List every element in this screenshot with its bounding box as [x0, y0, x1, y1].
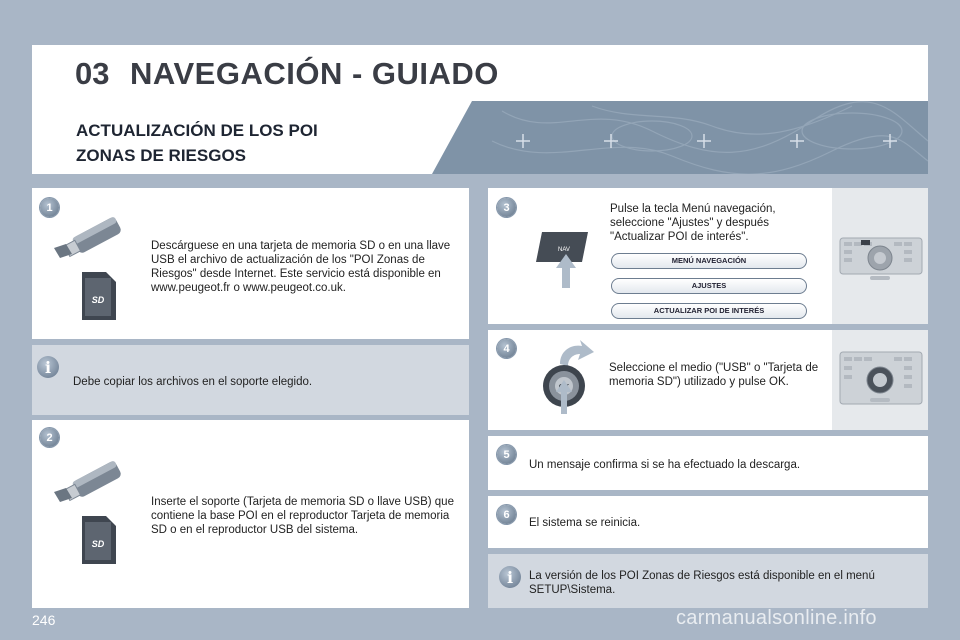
step-badge: 5	[497, 445, 516, 464]
info-icon: i	[37, 356, 59, 378]
chapter-number: 03	[75, 56, 110, 91]
nav-key-icon	[534, 224, 596, 290]
step6-text: El sistema se reinicia.	[529, 517, 641, 529]
info-icon: i	[499, 566, 521, 588]
sd-card-icon	[80, 514, 118, 566]
step-badge: 2	[40, 428, 59, 447]
page-number: 246	[32, 612, 56, 628]
step1-text: Descárguese en una tarjeta de memoria SD o en una llave USB el archivo de actualización de los "POI Zonas de Riesgos" desde Internet. Este servicio está disponible en www.peugeot.fr o www.peugeot.co.uk.	[151, 240, 451, 294]
step4-text: Seleccione el medio ("USB" o "Tarjeta de memoria SD") utilizado y pulse OK.	[609, 362, 819, 388]
menu-item-navegacion: MENÚ NAVEGACIÓN	[611, 253, 807, 269]
step2-text: Inserte el soporte (Tarjeta de memoria SD o llave USB) que contiene la base POI en el reproductor Tarjeta de memoria SD o en el reproductor USB del sistema.	[151, 496, 454, 536]
info1-text: Debe copiar los archivos en el soporte elegido.	[73, 376, 313, 388]
radio-panel-image	[832, 188, 928, 324]
step-badge: 4	[497, 339, 516, 358]
nav-key-label: NAV	[558, 247, 570, 253]
sd-card-label: SD	[91, 539, 105, 549]
step3-text: Pulse la tecla Menú navegación, seleccione "Ajustes" y después "Actualizar POI de interés".	[610, 203, 776, 243]
section-title-line2: ZONAS DE RIESGOS	[76, 146, 247, 165]
step-badge: 6	[497, 505, 516, 524]
watermark: carmanualsonline.info	[676, 607, 877, 629]
page-title: NAVEGACIÓN - GUIADO	[130, 56, 499, 91]
ok-knob-icon	[538, 336, 602, 420]
step5-text: Un mensaje confirma si se ha efectuado la descarga.	[529, 459, 801, 471]
step-badge: 3	[497, 198, 516, 217]
usb-key-icon	[52, 214, 128, 264]
plus-marks	[516, 134, 897, 148]
sd-card-label: SD	[91, 295, 105, 305]
usb-key-icon	[52, 458, 128, 508]
step-badge: 1	[40, 198, 59, 217]
radio-panel-image	[832, 330, 928, 430]
menu-item-actualizar-poi: ACTUALIZAR POI DE INTERÉS	[611, 303, 807, 319]
section-title	[76, 118, 318, 168]
info2-text: La versión de los POI Zonas de Riesgos está disponible en el menú SETUP\Sistema.	[529, 570, 875, 596]
menu-item-ajustes: AJUSTES	[611, 278, 807, 294]
sd-card-icon	[80, 270, 118, 322]
section-title-line1: ACTUALIZACIÓN DE LOS POI	[76, 121, 318, 140]
